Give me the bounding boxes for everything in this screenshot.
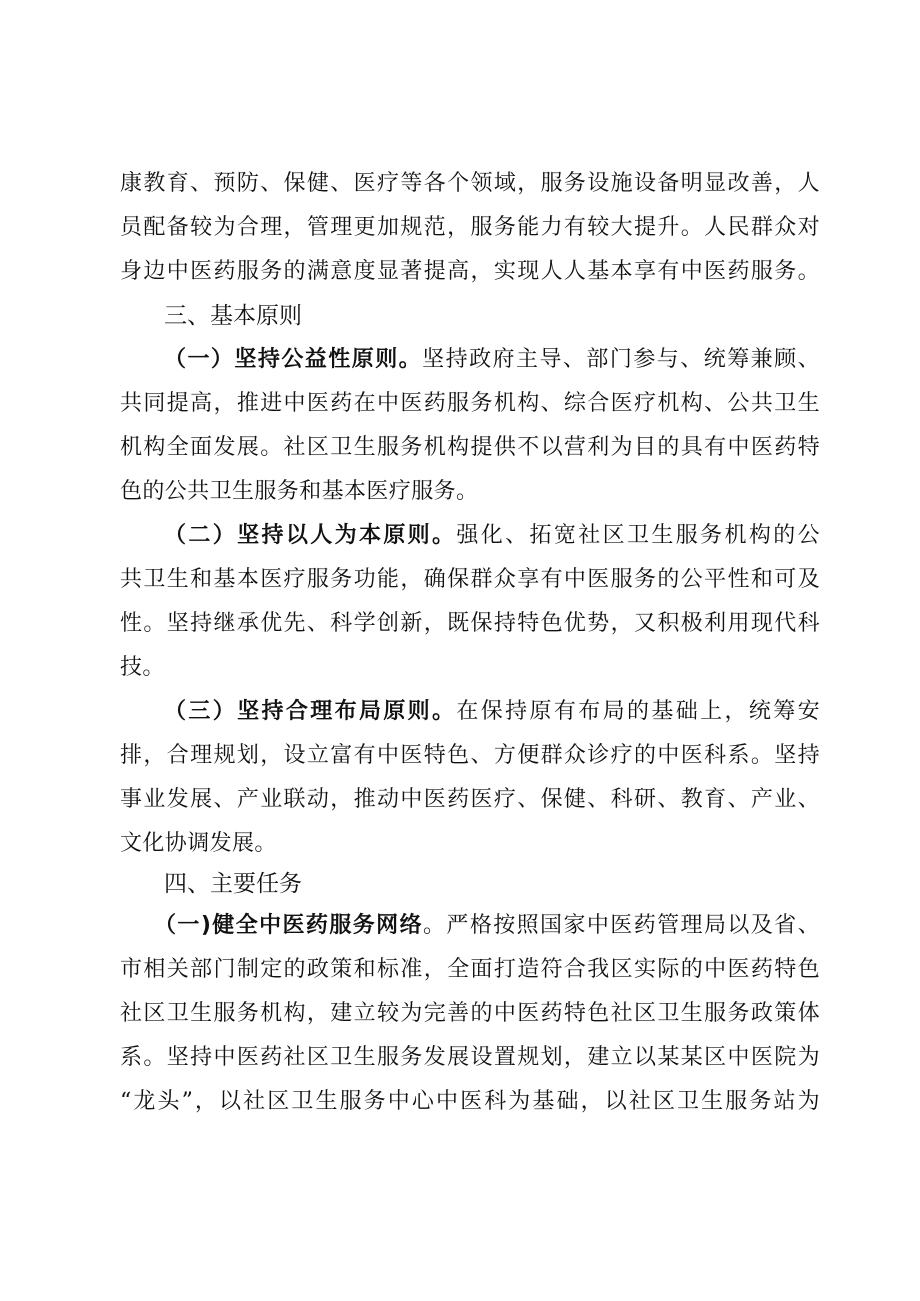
item-text: 强化、拓宽社区卫生服务机构的公 — [456, 523, 820, 548]
body-line: 社区卫生服务机构，建立较为完善的中医药特色社区卫生服务政策体 — [120, 1001, 820, 1026]
body-line: 共卫生和基本医疗服务功能，确保群众享有中医服务的公平性和可及 — [120, 567, 820, 592]
body-line: 员配备较为合理，管理更加规范，服务能力有较大提升。人民群众对 — [120, 215, 820, 240]
body-line — [164, 514, 820, 558]
item-lead: （一）坚持公益性原则。 — [164, 347, 423, 372]
body-line — [164, 338, 820, 382]
item-lead: （三）坚持合理布局原则。 — [164, 699, 457, 724]
body-line: 机构全面发展。社区卫生服务机构提供不以营利为目的具有中医药特 — [120, 435, 820, 460]
body-line: 色的公共卫生服务和基本医疗服务。 — [120, 479, 479, 504]
body-line — [164, 690, 820, 734]
body-line: 文化协调发展。 — [120, 831, 277, 856]
body-line: 身边中医药服务的满意度显著提高，实现人人基本享有中医药服务。 — [120, 259, 820, 284]
item-lead: （二）坚持以人为本原则。 — [164, 523, 457, 548]
body-line: 排，合理规划，设立富有中医特色、方便群众诊疗的中医科系。坚持 — [120, 743, 820, 768]
body-line — [154, 904, 820, 948]
body-line: 事业发展、产业联动，推动中医药医疗、保健、科研、教育、产业、 — [120, 787, 820, 812]
body-line: 康教育、预防、保健、医疗等各个领域，服务设施设备明显改善，人 — [120, 171, 820, 196]
item-text: 。严格按照国家中医药管理局以及省、 — [423, 913, 820, 938]
item-lead: （一)健全中医药服务网络 — [154, 913, 423, 938]
body-line: 系。坚持中医药社区卫生服务发展设置规划，建立以某某区中医院为 — [120, 1045, 820, 1070]
body-line: 技。 — [120, 655, 165, 680]
body-line: 共同提高，推进中医药在中医药服务机构、综合医疗机构、公共卫生 — [120, 391, 820, 416]
section-heading: 四、主要任务 — [164, 871, 302, 897]
body-line: 性。坚持继承优先、科学创新，既保持特色优势，又积极利用现代科 — [120, 611, 820, 636]
item-text: 坚持政府主导、部门参与、统筹兼顾、 — [422, 347, 820, 372]
body-line: 市相关部门制定的政策和标准，全面打造符合我区实际的中医药特色 — [120, 957, 820, 982]
item-text: 在保持原有布局的基础上，统筹安 — [456, 699, 820, 724]
body-line: “龙头”，以社区卫生服务中心中医科为基础，以社区卫生服务站为 — [120, 1089, 820, 1114]
section-heading: 三、基本原则 — [164, 303, 302, 329]
